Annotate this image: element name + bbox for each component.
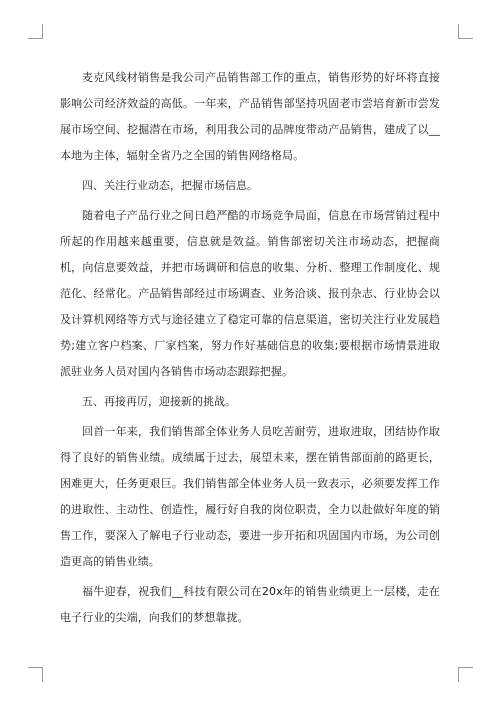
paragraph-review: 回首一年来，我们销售部全体业务人员吃苦耐劳，进取进取，团结协作取得了良好的销售业绩。成绩属于过去，展望未来，摆在销售部面前的路更长，困难更大，任务更艰巨。我们销售部全体业务人员一致表示，必须要发挥工作的进取性、主动性、创造性，履行好自我的岗位职责，全力以赴做好年度的销售工作，要深入了解电子行业动态，要进一步开拓和巩固国内市场，为公司创造更高的销售业绩。 <box>60 425 440 568</box>
section-heading-5: 五、再接再厉，迎接新的挑战。 <box>82 395 236 408</box>
document-body <box>60 65 440 631</box>
crop-mark-bottom-left <box>28 667 43 682</box>
crop-mark-top-right <box>458 24 473 39</box>
crop-mark-bottom-right <box>458 667 473 682</box>
paragraph-market-info: 随着电子产品行业之间日趋严酷的市场竞争局面，信息在市场营销过程中所起的作用越来越重要，信息就是效益。销售部密切关注市场动态，把握商机，向信息要效益，并把市场调研和信息的收集、分析、整理工作制度化、规范化、经常化。产品销售部经过市场调查、业务洽谈、报刊杂志、行业协会以及计算机网络等方式与途径建立了稳定可靠的信息渠道，密切关注行业发展趋势;建立客户档案、厂家档案，努力作好基础信息的收集;要根据市场情景进取派驻业务人员对国内各销售市场动态跟踪把握。 <box>60 209 440 378</box>
paragraph-sales-focus: 麦克风线材销售是我公司产品销售部工作的重点，销售形势的好坏将直接影响公司经济效益的高低。一年来，产品销售部坚持巩固老市尝培育新市尝发展市场空间、挖掘潜在市场，利用我公司的品牌度带动产品销售，建成了以__本地为主体，辐射全省乃之全国的销售网络格局。 <box>60 71 440 162</box>
section-heading-4: 四、关注行业动态，把握市场信息。 <box>82 179 258 192</box>
paragraph-closing: 福牛迎春，祝我们__科技有限公司在20x年的销售业绩更上一层楼，走在电子行业的尖端，向我们的梦想靠拢。 <box>60 585 440 624</box>
crop-mark-top-left <box>28 24 43 39</box>
